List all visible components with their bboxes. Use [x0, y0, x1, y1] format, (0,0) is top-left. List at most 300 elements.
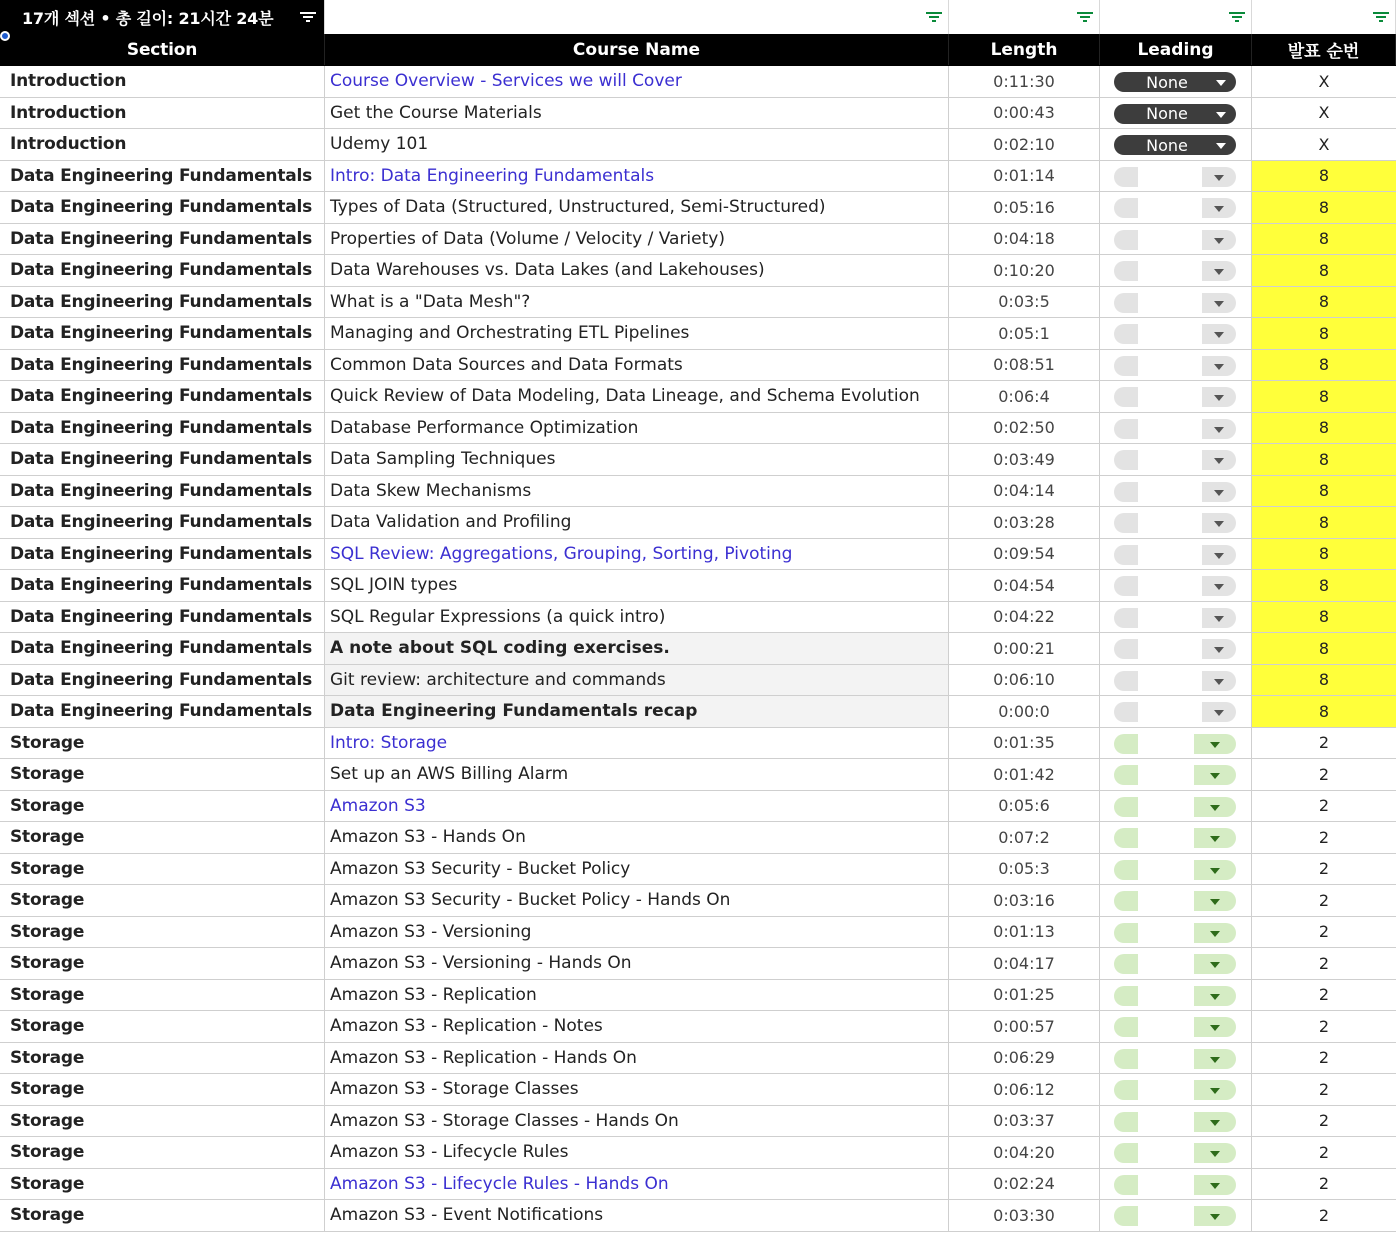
section-cell[interactable]: Data Engineering Fundamentals: [0, 350, 325, 381]
leading-cell[interactable]: [1100, 476, 1252, 507]
summary-filter-cell[interactable]: [0, 0, 325, 34]
course-name-cell[interactable]: Set up an AWS Billing Alarm: [325, 759, 949, 790]
leading-dropdown-chip[interactable]: [1114, 72, 1236, 92]
leading-dropdown-toggle[interactable]: [1202, 198, 1236, 218]
order-cell[interactable]: 2: [1318, 890, 1330, 910]
order-cell[interactable]: 8: [1252, 507, 1396, 538]
leading-dropdown-toggle[interactable]: [1202, 608, 1236, 628]
leading-cell[interactable]: [1100, 1169, 1252, 1200]
header-course-name[interactable]: Course Name: [325, 34, 949, 65]
leading-dropdown-chip[interactable]: [1114, 702, 1138, 722]
leading-dropdown-chip[interactable]: [1114, 828, 1138, 848]
section-cell[interactable]: Storage: [0, 791, 325, 822]
length-cell[interactable]: 0:04:14: [949, 476, 1100, 507]
section-cell[interactable]: Storage: [0, 1169, 325, 1200]
dropdown-arrow-icon[interactable]: [1210, 931, 1220, 937]
dropdown-arrow-icon[interactable]: [1210, 1214, 1220, 1220]
length-cell[interactable]: 0:06:4: [949, 381, 1100, 412]
leading-dropdown-chip[interactable]: [1114, 986, 1138, 1006]
leading-cell[interactable]: [1100, 728, 1252, 759]
dropdown-arrow-icon[interactable]: [1216, 80, 1226, 86]
leading-dropdown-chip[interactable]: [1114, 639, 1138, 659]
leading-cell[interactable]: [1100, 570, 1252, 601]
order-cell[interactable]: 8: [1252, 224, 1396, 255]
dropdown-arrow-icon[interactable]: [1210, 1151, 1220, 1157]
length-cell[interactable]: 0:03:30: [949, 1200, 1100, 1231]
course-name-cell[interactable]: Amazon S3 Security - Bucket Policy: [325, 854, 949, 885]
leading-cell[interactable]: [1100, 791, 1252, 822]
leading-dropdown-toggle[interactable]: [1194, 891, 1236, 911]
order-cell[interactable]: 8: [1252, 633, 1396, 664]
leading-cell[interactable]: [1100, 665, 1252, 696]
course-name-cell[interactable]: Data Validation and Profiling: [325, 507, 949, 538]
leading-dropdown-chip[interactable]: [1114, 576, 1138, 596]
length-cell[interactable]: 0:04:54: [949, 570, 1100, 601]
order-cell[interactable]: X: [1318, 134, 1330, 154]
length-cell[interactable]: 0:03:16: [949, 885, 1100, 916]
leading-dropdown-chip[interactable]: [1114, 545, 1138, 565]
course-name-link[interactable]: SQL Review: Aggregations, Grouping, Sorting, Pivoting: [325, 539, 949, 570]
leading-cell[interactable]: [1100, 1200, 1252, 1231]
course-name-cell[interactable]: Amazon S3 - Replication - Hands On: [325, 1043, 949, 1074]
dropdown-arrow-icon[interactable]: [1210, 994, 1220, 1000]
order-cell[interactable]: 2: [1318, 922, 1330, 942]
dropdown-arrow-icon[interactable]: [1214, 490, 1224, 496]
leading-dropdown-chip[interactable]: [1114, 671, 1138, 691]
order-cell[interactable]: 2: [1318, 1079, 1330, 1099]
section-cell[interactable]: Data Engineering Fundamentals: [0, 318, 325, 349]
header-leading[interactable]: Leading: [1100, 34, 1252, 65]
order-cell[interactable]: 8: [1252, 161, 1396, 192]
section-cell[interactable]: Data Engineering Fundamentals: [0, 665, 325, 696]
course-name-cell[interactable]: Amazon S3 - Hands On: [325, 822, 949, 853]
leading-dropdown-chip[interactable]: [1114, 1206, 1138, 1226]
leading-dropdown-chip[interactable]: [1114, 293, 1138, 313]
section-cell[interactable]: Storage: [0, 1137, 325, 1168]
leading-dropdown-toggle[interactable]: [1194, 1206, 1236, 1226]
leading-dropdown-toggle[interactable]: [1194, 1049, 1236, 1069]
leading-dropdown-chip[interactable]: [1114, 608, 1138, 628]
length-cell[interactable]: 0:03:49: [949, 444, 1100, 475]
filter-icon[interactable]: [1077, 12, 1093, 23]
leading-dropdown-toggle[interactable]: [1194, 1112, 1236, 1132]
leading-dropdown-toggle[interactable]: [1202, 261, 1236, 281]
leading-dropdown-chip[interactable]: [1114, 734, 1138, 754]
section-cell[interactable]: Data Engineering Fundamentals: [0, 602, 325, 633]
leading-dropdown-chip[interactable]: [1114, 324, 1138, 344]
leading-cell[interactable]: [1100, 161, 1252, 192]
leading-dropdown-chip[interactable]: [1114, 1143, 1138, 1163]
order-cell[interactable]: 8: [1252, 444, 1396, 475]
length-filter-cell[interactable]: [949, 0, 1100, 34]
length-cell[interactable]: 0:02:24: [949, 1169, 1100, 1200]
leading-cell[interactable]: [1100, 1074, 1252, 1105]
course-name-link[interactable]: Intro: Data Engineering Fundamentals: [325, 161, 949, 192]
section-cell[interactable]: Data Engineering Fundamentals: [0, 476, 325, 507]
dropdown-arrow-icon[interactable]: [1214, 553, 1224, 559]
order-cell[interactable]: 8: [1252, 413, 1396, 444]
leading-dropdown-chip[interactable]: [1114, 135, 1236, 155]
section-cell[interactable]: Data Engineering Fundamentals: [0, 444, 325, 475]
order-cell[interactable]: 2: [1318, 827, 1330, 847]
length-cell[interactable]: 0:03:28: [949, 507, 1100, 538]
course-name-cell[interactable]: Amazon S3 - Event Notifications: [325, 1200, 949, 1231]
course-name-cell[interactable]: Amazon S3 - Versioning: [325, 917, 949, 948]
leading-dropdown-chip[interactable]: [1114, 1080, 1138, 1100]
course-name-cell[interactable]: Amazon S3 Security - Bucket Policy - Hands On: [325, 885, 949, 916]
leading-cell[interactable]: [1100, 381, 1252, 412]
dropdown-arrow-icon[interactable]: [1214, 395, 1224, 401]
leading-dropdown-toggle[interactable]: [1202, 324, 1236, 344]
leading-cell[interactable]: [1100, 192, 1252, 223]
dropdown-arrow-icon[interactable]: [1214, 364, 1224, 370]
leading-dropdown-toggle[interactable]: [1202, 293, 1236, 313]
length-cell[interactable]: 0:03:37: [949, 1106, 1100, 1137]
course-name-cell[interactable]: Data Warehouses vs. Data Lakes (and Lakehouses): [325, 255, 949, 286]
dropdown-arrow-icon[interactable]: [1214, 679, 1224, 685]
leading-cell[interactable]: [1100, 1043, 1252, 1074]
dropdown-arrow-icon[interactable]: [1214, 238, 1224, 244]
filter-icon[interactable]: [1373, 12, 1389, 23]
course-name-cell[interactable]: Udemy 101: [325, 129, 949, 160]
leading-cell[interactable]: [1100, 885, 1252, 916]
order-cell[interactable]: 2: [1318, 1205, 1330, 1225]
order-cell[interactable]: 8: [1252, 665, 1396, 696]
leading-dropdown-chip[interactable]: [1114, 387, 1138, 407]
dropdown-arrow-icon[interactable]: [1210, 962, 1220, 968]
leading-cell[interactable]: [1100, 602, 1252, 633]
length-cell[interactable]: 0:02:50: [949, 413, 1100, 444]
section-cell[interactable]: Data Engineering Fundamentals: [0, 192, 325, 223]
leading-cell[interactable]: [1100, 854, 1252, 885]
length-cell[interactable]: 0:05:6: [949, 791, 1100, 822]
leading-dropdown-chip[interactable]: [1114, 954, 1138, 974]
order-cell[interactable]: 8: [1252, 539, 1396, 570]
course-name-cell[interactable]: Git review: architecture and commands: [325, 665, 949, 696]
leading-cell[interactable]: [1100, 98, 1252, 129]
dropdown-arrow-icon[interactable]: [1214, 458, 1224, 464]
leading-cell[interactable]: [1100, 287, 1252, 318]
order-cell[interactable]: X: [1318, 103, 1330, 123]
leading-cell[interactable]: [1100, 633, 1252, 664]
dropdown-arrow-icon[interactable]: [1210, 742, 1220, 748]
leading-dropdown-chip[interactable]: [1114, 104, 1236, 124]
length-cell[interactable]: 0:01:13: [949, 917, 1100, 948]
course-name-cell[interactable]: Common Data Sources and Data Formats: [325, 350, 949, 381]
order-cell[interactable]: 2: [1318, 953, 1330, 973]
length-cell[interactable]: 0:04:18: [949, 224, 1100, 255]
course-name-link[interactable]: Course Overview - Services we will Cover: [325, 66, 949, 97]
leading-cell[interactable]: [1100, 413, 1252, 444]
leading-dropdown-toggle[interactable]: [1194, 860, 1236, 880]
section-cell[interactable]: Introduction: [0, 66, 325, 97]
leading-dropdown-chip[interactable]: [1114, 860, 1138, 880]
leading-dropdown-toggle[interactable]: [1194, 1080, 1236, 1100]
leading-cell[interactable]: [1100, 759, 1252, 790]
dropdown-arrow-icon[interactable]: [1214, 584, 1224, 590]
leading-dropdown-toggle[interactable]: [1202, 545, 1236, 565]
selection-handle[interactable]: [0, 31, 10, 41]
length-cell[interactable]: 0:06:10: [949, 665, 1100, 696]
leading-dropdown-toggle[interactable]: [1202, 671, 1236, 691]
leading-cell[interactable]: [1100, 539, 1252, 570]
dropdown-arrow-icon[interactable]: [1214, 647, 1224, 653]
leading-dropdown-chip[interactable]: [1114, 1017, 1138, 1037]
section-cell[interactable]: Introduction: [0, 129, 325, 160]
section-cell[interactable]: Storage: [0, 948, 325, 979]
leading-dropdown-chip[interactable]: [1114, 1049, 1138, 1069]
order-cell[interactable]: 2: [1318, 1048, 1330, 1068]
leading-dropdown-toggle[interactable]: [1194, 1175, 1236, 1195]
length-cell[interactable]: 0:06:12: [949, 1074, 1100, 1105]
order-cell[interactable]: 8: [1252, 192, 1396, 223]
course-name-cell[interactable]: What is a "Data Mesh"?: [325, 287, 949, 318]
length-cell[interactable]: 0:07:2: [949, 822, 1100, 853]
order-cell[interactable]: 8: [1252, 318, 1396, 349]
leading-dropdown-toggle[interactable]: [1202, 419, 1236, 439]
order-cell[interactable]: 8: [1252, 287, 1396, 318]
dropdown-arrow-icon[interactable]: [1214, 269, 1224, 275]
section-cell[interactable]: Storage: [0, 980, 325, 1011]
leading-dropdown-toggle[interactable]: [1202, 387, 1236, 407]
section-cell[interactable]: Storage: [0, 759, 325, 790]
leading-dropdown-chip[interactable]: [1114, 1175, 1138, 1195]
course-name-cell[interactable]: SQL JOIN types: [325, 570, 949, 601]
length-cell[interactable]: 0:09:54: [949, 539, 1100, 570]
length-cell[interactable]: 0:05:16: [949, 192, 1100, 223]
leading-dropdown-toggle[interactable]: [1194, 765, 1236, 785]
leading-cell[interactable]: [1100, 350, 1252, 381]
leading-cell[interactable]: [1100, 255, 1252, 286]
leading-dropdown-toggle[interactable]: [1202, 639, 1236, 659]
course-name-link[interactable]: Intro: Storage: [325, 728, 949, 759]
section-cell[interactable]: Data Engineering Fundamentals: [0, 161, 325, 192]
filter-icon[interactable]: [926, 12, 942, 23]
length-cell[interactable]: 0:04:22: [949, 602, 1100, 633]
dropdown-arrow-icon[interactable]: [1214, 332, 1224, 338]
course-name-link[interactable]: Amazon S3: [325, 791, 949, 822]
leading-dropdown-chip[interactable]: [1114, 513, 1138, 533]
leading-dropdown-toggle[interactable]: [1194, 1017, 1236, 1037]
section-cell[interactable]: Storage: [0, 917, 325, 948]
course-name-cell[interactable]: SQL Regular Expressions (a quick intro): [325, 602, 949, 633]
section-cell[interactable]: Storage: [0, 854, 325, 885]
dropdown-arrow-icon[interactable]: [1210, 836, 1220, 842]
leading-dropdown-toggle[interactable]: [1194, 1143, 1236, 1163]
length-cell[interactable]: 0:00:43: [949, 98, 1100, 129]
dropdown-arrow-icon[interactable]: [1214, 521, 1224, 527]
order-cell[interactable]: X: [1318, 71, 1330, 91]
leading-dropdown-toggle[interactable]: [1202, 356, 1236, 376]
leading-dropdown-chip[interactable]: [1114, 356, 1138, 376]
length-cell[interactable]: 0:05:1: [949, 318, 1100, 349]
order-cell[interactable]: 2: [1318, 1174, 1330, 1194]
section-cell[interactable]: Storage: [0, 1074, 325, 1105]
leading-dropdown-toggle[interactable]: [1194, 828, 1236, 848]
filter-icon[interactable]: [1229, 12, 1245, 23]
course-name-cell[interactable]: Amazon S3 - Replication - Notes: [325, 1011, 949, 1042]
order-cell[interactable]: 8: [1252, 255, 1396, 286]
section-cell[interactable]: Data Engineering Fundamentals: [0, 633, 325, 664]
length-cell[interactable]: 0:04:20: [949, 1137, 1100, 1168]
header-length[interactable]: Length: [949, 34, 1100, 65]
leading-cell[interactable]: [1100, 66, 1252, 97]
order-cell[interactable]: 8: [1252, 602, 1396, 633]
section-cell[interactable]: Storage: [0, 1200, 325, 1231]
order-cell[interactable]: 2: [1318, 1142, 1330, 1162]
length-cell[interactable]: 0:08:51: [949, 350, 1100, 381]
section-cell[interactable]: Storage: [0, 728, 325, 759]
order-cell[interactable]: 2: [1318, 796, 1330, 816]
length-cell[interactable]: 0:03:5: [949, 287, 1100, 318]
dropdown-arrow-icon[interactable]: [1214, 427, 1224, 433]
leading-dropdown-toggle[interactable]: [1194, 734, 1236, 754]
section-cell[interactable]: Data Engineering Fundamentals: [0, 696, 325, 727]
leading-dropdown-toggle[interactable]: [1202, 230, 1236, 250]
length-cell[interactable]: 0:05:3: [949, 854, 1100, 885]
leading-dropdown-toggle[interactable]: [1194, 954, 1236, 974]
dropdown-arrow-icon[interactable]: [1214, 301, 1224, 307]
leading-dropdown-toggle[interactable]: [1202, 450, 1236, 470]
leading-dropdown-toggle[interactable]: [1202, 513, 1236, 533]
section-cell[interactable]: Data Engineering Fundamentals: [0, 413, 325, 444]
leading-dropdown-chip[interactable]: [1114, 923, 1138, 943]
section-cell[interactable]: Data Engineering Fundamentals: [0, 570, 325, 601]
dropdown-arrow-icon[interactable]: [1214, 710, 1224, 716]
leading-dropdown-chip[interactable]: [1114, 419, 1138, 439]
leading-cell[interactable]: [1100, 696, 1252, 727]
leading-cell[interactable]: [1100, 1137, 1252, 1168]
leading-cell[interactable]: [1100, 444, 1252, 475]
leading-dropdown-chip[interactable]: [1114, 891, 1138, 911]
dropdown-arrow-icon[interactable]: [1214, 206, 1224, 212]
order-cell[interactable]: 8: [1252, 476, 1396, 507]
course-name-cell[interactable]: Amazon S3 - Replication: [325, 980, 949, 1011]
dropdown-arrow-icon[interactable]: [1210, 899, 1220, 905]
leading-cell[interactable]: [1100, 507, 1252, 538]
dropdown-arrow-icon[interactable]: [1210, 868, 1220, 874]
leading-cell[interactable]: [1100, 1011, 1252, 1042]
length-cell[interactable]: 0:04:17: [949, 948, 1100, 979]
order-cell[interactable]: 8: [1252, 350, 1396, 381]
header-order[interactable]: 발표 순번: [1252, 34, 1396, 65]
leading-dropdown-chip[interactable]: [1114, 261, 1138, 281]
filter-icon[interactable]: [300, 12, 316, 23]
dropdown-arrow-icon[interactable]: [1210, 1057, 1220, 1063]
leading-dropdown-chip[interactable]: [1114, 765, 1138, 785]
course-name-cell[interactable]: Amazon S3 - Lifecycle Rules: [325, 1137, 949, 1168]
dropdown-arrow-icon[interactable]: [1210, 805, 1220, 811]
course-name-cell[interactable]: Types of Data (Structured, Unstructured, Semi-Structured): [325, 192, 949, 223]
course-name-cell[interactable]: Properties of Data (Volume / Velocity / Variety): [325, 224, 949, 255]
leading-dropdown-chip[interactable]: [1114, 797, 1138, 817]
leading-dropdown-chip[interactable]: [1114, 482, 1138, 502]
course-name-cell[interactable]: Data Sampling Techniques: [325, 444, 949, 475]
order-cell[interactable]: 8: [1252, 570, 1396, 601]
dropdown-arrow-icon[interactable]: [1216, 112, 1226, 118]
leading-dropdown-chip[interactable]: [1114, 450, 1138, 470]
section-cell[interactable]: Storage: [0, 822, 325, 853]
order-filter-cell[interactable]: [1252, 0, 1396, 34]
course-name-cell[interactable]: Database Performance Optimization: [325, 413, 949, 444]
course-name-cell[interactable]: Quick Review of Data Modeling, Data Lineage, and Schema Evolution: [325, 381, 949, 412]
order-cell[interactable]: 2: [1318, 985, 1330, 1005]
leading-cell[interactable]: [1100, 1106, 1252, 1137]
course-name-cell[interactable]: Data Engineering Fundamentals recap: [325, 696, 949, 727]
section-cell[interactable]: Data Engineering Fundamentals: [0, 539, 325, 570]
leading-dropdown-chip[interactable]: [1114, 230, 1138, 250]
section-cell[interactable]: Data Engineering Fundamentals: [0, 224, 325, 255]
section-cell[interactable]: Storage: [0, 885, 325, 916]
section-cell[interactable]: Storage: [0, 1043, 325, 1074]
order-cell[interactable]: 2: [1318, 859, 1330, 879]
order-cell[interactable]: 2: [1318, 1016, 1330, 1036]
length-cell[interactable]: 0:10:20: [949, 255, 1100, 286]
leading-dropdown-toggle[interactable]: [1202, 576, 1236, 596]
dropdown-arrow-icon[interactable]: [1210, 1025, 1220, 1031]
course-name-cell[interactable]: Amazon S3 - Storage Classes: [325, 1074, 949, 1105]
order-cell[interactable]: 2: [1318, 764, 1330, 784]
leading-dropdown-toggle[interactable]: [1194, 986, 1236, 1006]
course-name-link[interactable]: Amazon S3 - Lifecycle Rules - Hands On: [325, 1169, 949, 1200]
header-section[interactable]: Section: [0, 34, 325, 65]
leading-filter-cell[interactable]: [1100, 0, 1252, 34]
length-cell[interactable]: 0:00:21: [949, 633, 1100, 664]
dropdown-arrow-icon[interactable]: [1210, 1120, 1220, 1126]
length-cell[interactable]: 0:02:10: [949, 129, 1100, 160]
order-cell[interactable]: 2: [1318, 733, 1330, 753]
leading-dropdown-toggle[interactable]: [1202, 167, 1236, 187]
dropdown-arrow-icon[interactable]: [1210, 1183, 1220, 1189]
leading-cell[interactable]: [1100, 318, 1252, 349]
length-cell[interactable]: 0:11:30: [949, 66, 1100, 97]
dropdown-arrow-icon[interactable]: [1216, 143, 1226, 149]
order-cell[interactable]: 8: [1252, 696, 1396, 727]
course-name-cell[interactable]: A note about SQL coding exercises.: [325, 633, 949, 664]
leading-cell[interactable]: [1100, 224, 1252, 255]
length-cell[interactable]: 0:00:0: [949, 696, 1100, 727]
leading-cell[interactable]: [1100, 980, 1252, 1011]
order-cell[interactable]: 8: [1252, 381, 1396, 412]
course-name-cell[interactable]: Managing and Orchestrating ETL Pipelines: [325, 318, 949, 349]
length-cell[interactable]: 0:01:25: [949, 980, 1100, 1011]
length-cell[interactable]: 0:01:35: [949, 728, 1100, 759]
leading-dropdown-toggle[interactable]: [1194, 797, 1236, 817]
section-cell[interactable]: Data Engineering Fundamentals: [0, 255, 325, 286]
length-cell[interactable]: 0:06:29: [949, 1043, 1100, 1074]
leading-cell[interactable]: [1100, 917, 1252, 948]
section-cell[interactable]: Introduction: [0, 98, 325, 129]
length-cell[interactable]: 0:00:57: [949, 1011, 1100, 1042]
leading-cell[interactable]: [1100, 822, 1252, 853]
order-cell[interactable]: 2: [1318, 1111, 1330, 1131]
leading-dropdown-chip[interactable]: [1114, 167, 1138, 187]
course-name-cell[interactable]: Get the Course Materials: [325, 98, 949, 129]
leading-cell[interactable]: [1100, 129, 1252, 160]
leading-dropdown-toggle[interactable]: [1202, 482, 1236, 502]
dropdown-arrow-icon[interactable]: [1210, 773, 1220, 779]
section-cell[interactable]: Data Engineering Fundamentals: [0, 287, 325, 318]
section-cell[interactable]: Data Engineering Fundamentals: [0, 381, 325, 412]
length-cell[interactable]: 0:01:14: [949, 161, 1100, 192]
section-cell[interactable]: Data Engineering Fundamentals: [0, 507, 325, 538]
section-cell[interactable]: Storage: [0, 1106, 325, 1137]
dropdown-arrow-icon[interactable]: [1210, 1088, 1220, 1094]
course-name-cell[interactable]: Amazon S3 - Storage Classes - Hands On: [325, 1106, 949, 1137]
dropdown-arrow-icon[interactable]: [1214, 616, 1224, 622]
dropdown-arrow-icon[interactable]: [1214, 175, 1224, 181]
leading-dropdown-chip[interactable]: [1114, 1112, 1138, 1132]
